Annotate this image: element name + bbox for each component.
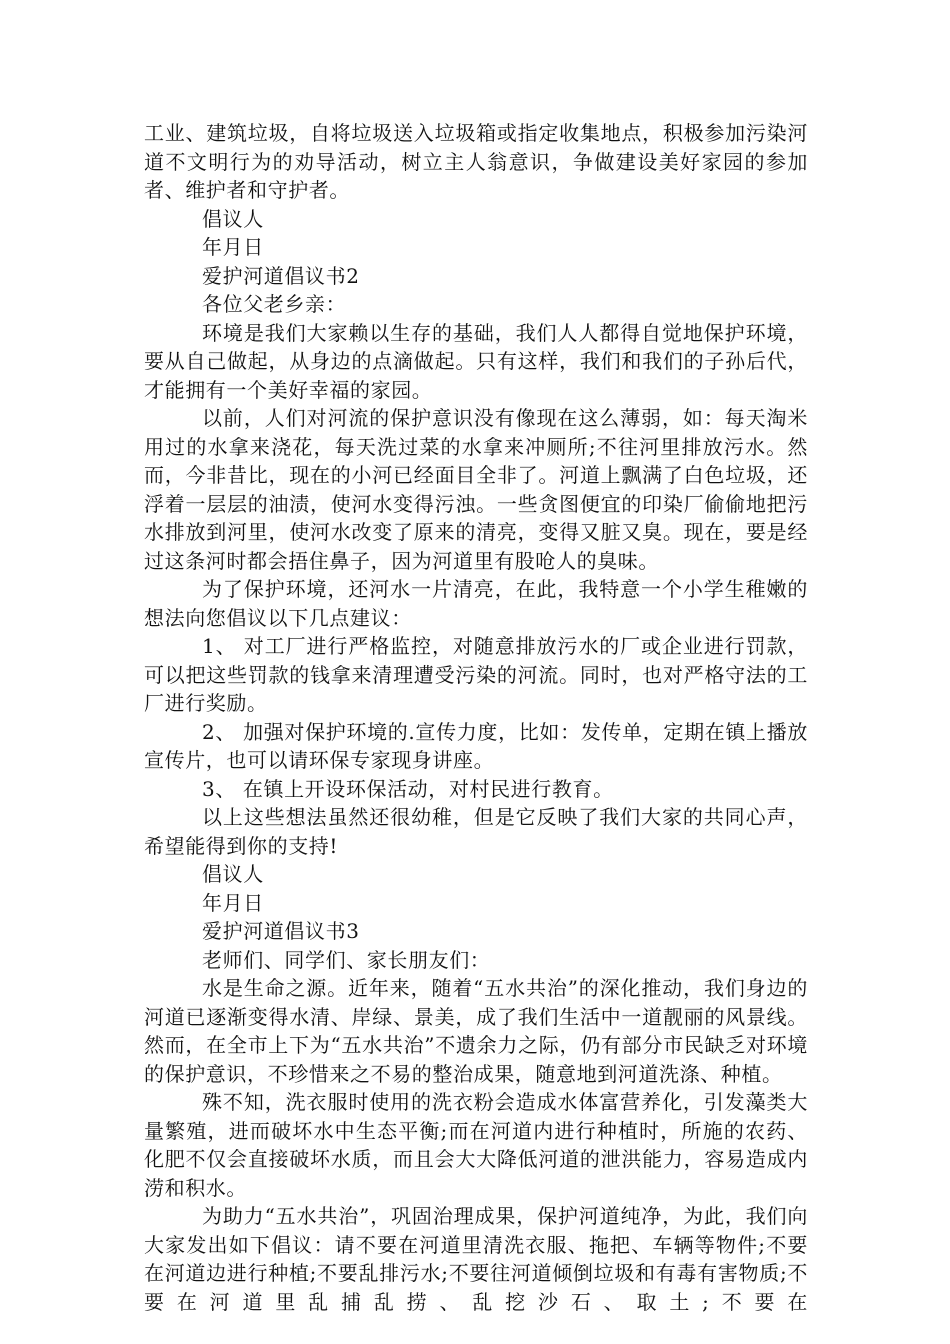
date-line: 年月日 <box>202 890 264 915</box>
section-title-2: 爱护河道倡议书2 <box>202 263 360 288</box>
paragraph: 殊不知，洗衣服时使用的洗衣粉会造成水体富营养化，引发藻类大量繁殖，进而破坏水中生态平衡;而在河道内进行种植时，所施的农药、化肥不仅会直接破坏水质，而且会大大降低河道的泄洪能力，容易造成内涝和积水。 <box>144 1090 808 1200</box>
salutation-3: 老师们、同学们、家长朋友们： <box>202 947 491 972</box>
paragraph: 以前，人们对河流的保护意识没有像现在这么薄弱，如：每天淘米用过的水拿来浇花，每天洗过菜的水拿来冲厕所;不往河里排放污水。然而，今非昔比，现在的小河已经面目全非了。河道上飘满了白色垃圾，还浮着一层层的油渍，使河水变得污浊。一些贪图便宜的印染厂偷偷地把污水排放到河里，使河水改变了原来的清亮，变得又脏又臭。现在，要是经过这条河时都会捂住鼻子，因为河道里有股呛人的臭味。 <box>144 406 808 573</box>
salutation-2: 各位父老乡亲： <box>202 292 347 316</box>
paragraph: 为了保护环境，还河水一片清亮，在此，我特意一个小学生稚嫩的想法向您倡议以下几点建议： <box>144 577 808 630</box>
date-line: 年月日 <box>202 235 264 259</box>
suggestion-item-1: 1、 对工厂进行严格监控，对随意排放污水的厂或企业进行罚款，可以把这些罚款的钱拿来清理遭受污染的河流。同时，也对严格守法的工厂进行奖励。 <box>144 634 808 715</box>
section-title-3: 爱护河道倡议书3 <box>202 919 360 943</box>
document-body <box>144 119 808 1316</box>
signature-line: 倡议人 <box>202 206 264 231</box>
paragraph-continuation: 工业、建筑垃圾，自将垃圾送入垃圾箱或指定收集地点，积极参加污染河道不文明行为的劝导活动，树立主人翁意识，争做建设美好家园的参加者、维护者和守护者。 <box>144 121 808 202</box>
paragraph: 水是生命之源。近年来，随着“五水共治”的深化推动，我们身边的河道已逐渐变得水清、岸绿、景美，成了我们生活中一道靓丽的风景线。然而，在全市上下为“五水共治”不遗余力之际，仍有部分市民缺乏对环境的保护意识，不珍惜来之不易的整治成果，随意地到河道洗涤、种植。 <box>144 976 808 1086</box>
paragraph: 为助力“五水共治”，巩固治理成果，保护河道纯净，为此，我们向大家发出如下倡议：请不要在河道里清洗衣服、拖把、车辆等物件;不要在河道边进行种植;不要乱排污水;不要往河道倾倒垃圾和有毒有害物质;不要在河道里乱捕乱捞、乱挖沙石、取土;不要在 <box>144 1204 808 1314</box>
suggestion-item-2: 2、 加强对保护环境的.宣传力度，比如：发传单，定期在镇上播放宣传片，也可以请环保专家现身讲座。 <box>144 719 808 772</box>
signature-line: 倡议人 <box>202 862 264 886</box>
paragraph: 以上这些想法虽然还很幼稚，但是它反映了我们大家的共同心声，希望能得到你的支持! <box>144 805 808 858</box>
suggestion-item-3: 3、 在镇上开设环保活动，对村民进行教育。 <box>202 776 614 801</box>
paragraph: 环境是我们大家赖以生存的基础，我们人人都得自觉地保护环境，要从自己做起，从身边的点滴做起。只有这样，我们和我们的子孙后代，才能拥有一个美好幸福的家园。 <box>144 320 808 402</box>
